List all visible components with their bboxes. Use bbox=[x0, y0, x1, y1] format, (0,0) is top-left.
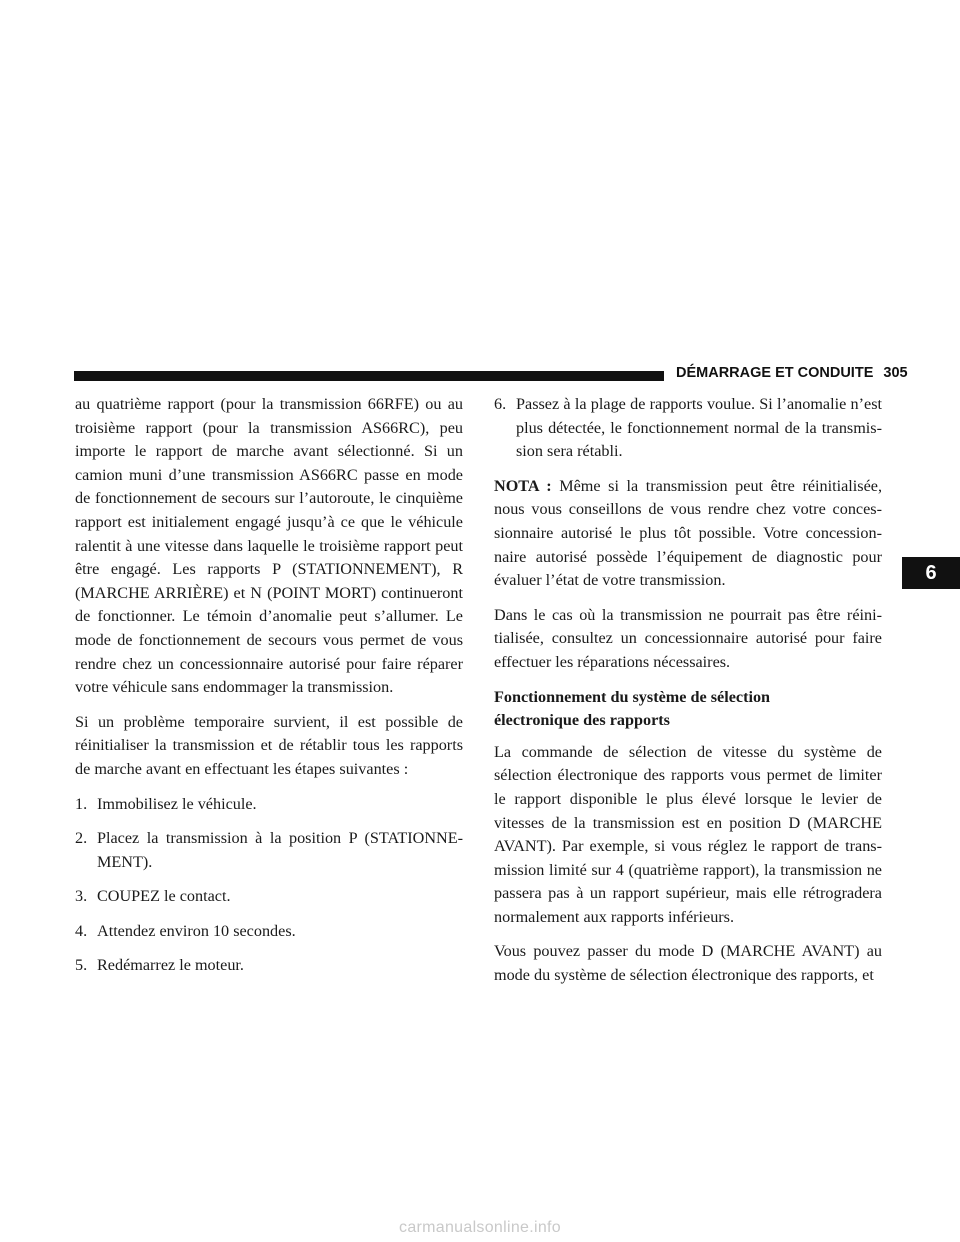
step-number: 5. bbox=[75, 956, 88, 975]
section-heading bbox=[494, 686, 882, 733]
step-text: Passez à la plage de rapports voulue. Si l’anomalie n’est plus détectée, le fonctionnement normal de la transmis-sion sera rétabli. bbox=[516, 395, 882, 461]
step-text: Attendez environ 10 secondes. bbox=[97, 921, 296, 940]
step-number: 6. bbox=[494, 395, 507, 413]
left-column bbox=[75, 393, 463, 989]
list-item bbox=[75, 827, 463, 874]
note-paragraph bbox=[494, 475, 882, 593]
section-title: DÉMARRAGE ET CONDUITE bbox=[676, 365, 874, 381]
heading-line-2: électronique des rapports bbox=[494, 711, 670, 730]
step-text: Immobilisez le véhicule. bbox=[97, 794, 257, 813]
step-text: Placez la transmission à la position P (STATIONNE-MENT). bbox=[97, 829, 463, 871]
chapter-tab: 6 bbox=[902, 557, 960, 589]
paragraph-ers-description: La commande de sélection de vitesse du système de sélection électronique des rapports vous permet de limiter le rapport disponible le plus élevé lorsque le levier de vitesses de la transmission est en position D (MARCHE AVANT). Par exemple, si vous réglez le rapport de trans-mission limité sur 4 (quatrième rapport), la transmission ne passera pas à un rapport supérieur, mais elle rétrogradera normalement aux rapports inférieurs. bbox=[494, 742, 882, 926]
list-item bbox=[75, 920, 463, 944]
note-label: NOTA : bbox=[494, 476, 552, 495]
header-rule bbox=[74, 371, 664, 381]
list-item bbox=[75, 954, 463, 978]
step-text: Redémarrez le moteur. bbox=[97, 956, 244, 975]
list-item bbox=[75, 793, 463, 817]
running-header bbox=[676, 365, 908, 381]
paragraph-reset-failed: Dans le cas où la transmission ne pourrait pas être réini-tialisée, consultez un concessionnaire autorisé pour faire effectuer les réparations nécessaires. bbox=[494, 605, 882, 671]
right-column bbox=[494, 393, 882, 999]
step-text: COUPEZ le contact. bbox=[97, 887, 231, 906]
paragraph-reset-intro: Si un problème temporaire survient, il est possible de réinitialiser la transmission et de rétablir tous les rapports de marche avant en effectuant les étapes suivantes : bbox=[75, 712, 463, 778]
list-item bbox=[494, 393, 882, 464]
paragraph-limp-mode: au quatrième rapport (pour la transmission 66RFE) ou au troisième rapport (pour la transmission AS66RC), peu importe le rapport de marche avant sélectionné. Si un camion muni d’une transmission AS66RC passe en mode de fonctionnement de secours sur l’autoroute, le cinquième rapport est initialement engagé jusqu’à ce que le véhicule ralentit à une vitesse dans laquelle le troisième rapport peut être engagé. Les rapports P (STATIONNEMENT), R (MARCHE ARRIÈRE) et N (POINT MORT) continueront de fonctionner. Le témoin d’anomalie peut s’allumer. Le mode de fonctionnement de secours vous permet de vous rendre chez un concessionnaire autorisé pour faire réparer votre véhicule sans endommager la transmission. bbox=[75, 395, 463, 697]
watermark-text: carmanualsonline.info bbox=[399, 1219, 561, 1236]
list-item bbox=[75, 885, 463, 909]
note-text: Même si la transmission peut être réinitialisée, nous vous conseillons de vous rendre chez votre conces-sionnaire autorisé le plus tôt possible. Votre concession-naire autorisé possède l’équipement de diagnostic pour évaluer l’état de votre transmission. bbox=[494, 476, 882, 590]
page-number: 305 bbox=[883, 365, 908, 381]
step-number: 3. bbox=[75, 887, 88, 906]
paragraph-ers-switch: Vous pouvez passer du mode D (MARCHE AVANT) au mode du système de sélection électronique des rapports, et bbox=[494, 942, 882, 985]
step-number: 2. bbox=[75, 829, 88, 848]
step-number: 4. bbox=[75, 921, 88, 940]
heading-line-1: Fonctionnement du système de sélection bbox=[494, 687, 771, 706]
step-number: 1. bbox=[75, 794, 88, 813]
